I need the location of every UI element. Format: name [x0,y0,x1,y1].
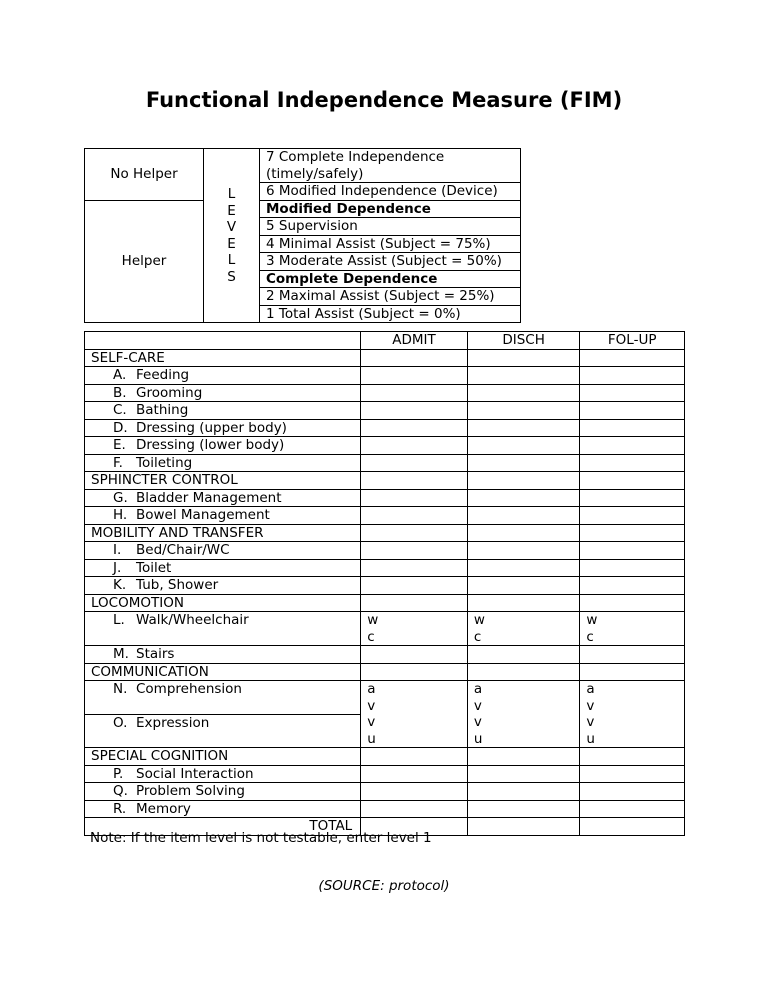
table-row [85,646,685,664]
section-row [85,594,685,612]
score-cell[interactable] [361,367,468,385]
score-cell[interactable] [361,542,468,560]
score-cell[interactable] [580,472,685,490]
table-row [85,419,685,437]
item-toileting: F. Toileting [85,454,361,472]
item-bathing: C. Bathing [85,402,361,420]
level-3: 3 Moderate Assist (Subject = 50%) [260,253,521,271]
total-cell[interactable] [580,818,685,836]
score-cell[interactable] [580,507,685,525]
section-communication: COMMUNICATION [85,663,361,681]
item-walk-wheelchair: L. Walk/Wheelchair [85,612,361,646]
score-cell[interactable] [467,524,580,542]
level-6: 6 Modified Independence (Device) [260,183,521,201]
score-cell[interactable] [580,542,685,560]
score-cell[interactable] [361,663,468,681]
score-cell[interactable] [467,384,580,402]
score-cell[interactable] [580,646,685,664]
column-header-disch: DISCH [467,332,580,350]
score-cell[interactable] [467,454,580,472]
score-cell[interactable] [580,577,685,595]
score-cell[interactable] [467,646,580,664]
score-cell[interactable] [467,594,580,612]
score-cell[interactable] [467,437,580,455]
score-cell[interactable] [361,419,468,437]
score-cell[interactable] [467,577,580,595]
item-bowel: H. Bowel Management [85,507,361,525]
score-cell[interactable] [580,367,685,385]
score-cell[interactable] [361,437,468,455]
score-cell[interactable] [467,367,580,385]
score-cell[interactable] [361,559,468,577]
modified-dependence-heading: Modified Dependence [260,200,521,218]
table-row [85,783,685,801]
section-row [85,524,685,542]
score-cell[interactable] [467,765,580,783]
section-locomotion: LOCOMOTION [85,594,361,612]
score-cell[interactable] [361,454,468,472]
item-feeding: A. Feeding [85,367,361,385]
score-cell[interactable] [361,349,468,367]
score-cell[interactable] [467,663,580,681]
score-cell[interactable] [467,800,580,818]
score-cell[interactable] [361,800,468,818]
score-cell[interactable] [361,489,468,507]
note-text: Note: If the item level is not testable, enter level 1 [90,830,432,846]
score-cell[interactable] [361,577,468,595]
item-memory: R. Memory [85,800,361,818]
table-row [85,384,685,402]
source-text: (SOURCE: protocol) [318,878,450,894]
score-cell[interactable] [580,454,685,472]
score-cell[interactable] [580,783,685,801]
score-cell[interactable] [361,402,468,420]
item-toilet: J. Toilet [85,559,361,577]
item-social-interaction: P. Social Interaction [85,765,361,783]
level-5: 5 Supervision [260,218,521,236]
section-row [85,349,685,367]
table-row [85,612,685,646]
section-row [85,748,685,766]
section-special-cognition: SPECIAL COGNITION [85,748,361,766]
table-row [85,542,685,560]
score-cell[interactable] [467,349,580,367]
score-cell[interactable] [361,524,468,542]
score-cell[interactable] [580,524,685,542]
helper-label: Helper [85,200,204,323]
table-row [85,367,685,385]
mode-cell[interactable]: w c [580,612,685,646]
fim-scoring-table [84,331,685,836]
score-cell[interactable] [580,765,685,783]
score-cell[interactable] [467,748,580,766]
score-cell[interactable] [580,594,685,612]
item-problem-solving: Q. Problem Solving [85,783,361,801]
item-dressing-lower: E. Dressing (lower body) [85,437,361,455]
level-7: 7 Complete Independence (timely/safely) [260,149,521,183]
score-cell[interactable] [361,748,468,766]
table-row [85,437,685,455]
page-title: Functional Independence Measure (FIM) [145,88,623,112]
item-stairs: M. Stairs [85,646,361,664]
table-row [85,402,685,420]
table-row [85,507,685,525]
item-comprehension: N. Comprehension [85,681,361,715]
score-cell[interactable] [580,419,685,437]
no-helper-label: No Helper [85,149,204,201]
total-label: TOTAL [85,818,361,836]
section-mobility: MOBILITY AND TRANSFER [85,524,361,542]
score-cell[interactable] [361,594,468,612]
score-cell[interactable] [467,402,580,420]
total-cell[interactable] [467,818,580,836]
mode-cell[interactable]: a v v u [467,681,580,748]
score-cell[interactable] [580,800,685,818]
score-cell[interactable] [361,472,468,490]
item-bladder: G. Bladder Management [85,489,361,507]
score-cell[interactable] [467,542,580,560]
column-header-admit: ADMIT [361,332,468,350]
item-grooming: B. Grooming [85,384,361,402]
score-cell[interactable] [467,559,580,577]
score-cell[interactable] [580,559,685,577]
score-cell[interactable] [467,419,580,437]
mode-cell[interactable]: w c [361,612,468,646]
levels-vertical-label: L E V E L S [204,149,260,323]
table-row [85,454,685,472]
item-bed-chair: I. Bed/Chair/WC [85,542,361,560]
table-row [85,559,685,577]
table-row [85,800,685,818]
complete-dependence-heading: Complete Dependence [260,270,521,288]
section-self-care: SELF-CARE [85,349,361,367]
section-sphincter-control: SPHINCTER CONTROL [85,472,361,490]
score-cell[interactable] [361,384,468,402]
score-cell[interactable] [580,402,685,420]
score-cell[interactable] [580,748,685,766]
section-row [85,663,685,681]
table-row [85,577,685,595]
score-cell[interactable] [467,489,580,507]
header-item-cell [85,332,361,350]
score-cell[interactable] [467,472,580,490]
section-row [85,472,685,490]
score-cell[interactable] [467,507,580,525]
table-row [85,681,685,715]
level-4: 4 Minimal Assist (Subject = 75%) [260,235,521,253]
score-cell[interactable] [361,507,468,525]
levels-table [84,148,521,323]
score-cell[interactable] [361,765,468,783]
table-header-row [85,332,685,350]
mode-cell[interactable]: a v v u [580,681,685,748]
score-cell[interactable] [580,437,685,455]
score-cell[interactable] [361,783,468,801]
item-expression: O. Expression [85,714,361,748]
table-row [85,765,685,783]
level-2: 2 Maximal Assist (Subject = 25%) [260,288,521,306]
score-cell[interactable] [580,349,685,367]
score-cell[interactable] [467,783,580,801]
score-cell[interactable] [361,646,468,664]
table-row [85,489,685,507]
column-header-fol-up: FOL-UP [580,332,685,350]
level-1: 1 Total Assist (Subject = 0%) [260,305,521,323]
score-cell[interactable] [580,489,685,507]
mode-cell[interactable]: a v v u [361,681,468,748]
item-tub-shower: K. Tub, Shower [85,577,361,595]
score-cell[interactable] [580,384,685,402]
score-cell[interactable] [580,663,685,681]
mode-cell[interactable]: w c [467,612,580,646]
item-dressing-upper: D. Dressing (upper body) [85,419,361,437]
